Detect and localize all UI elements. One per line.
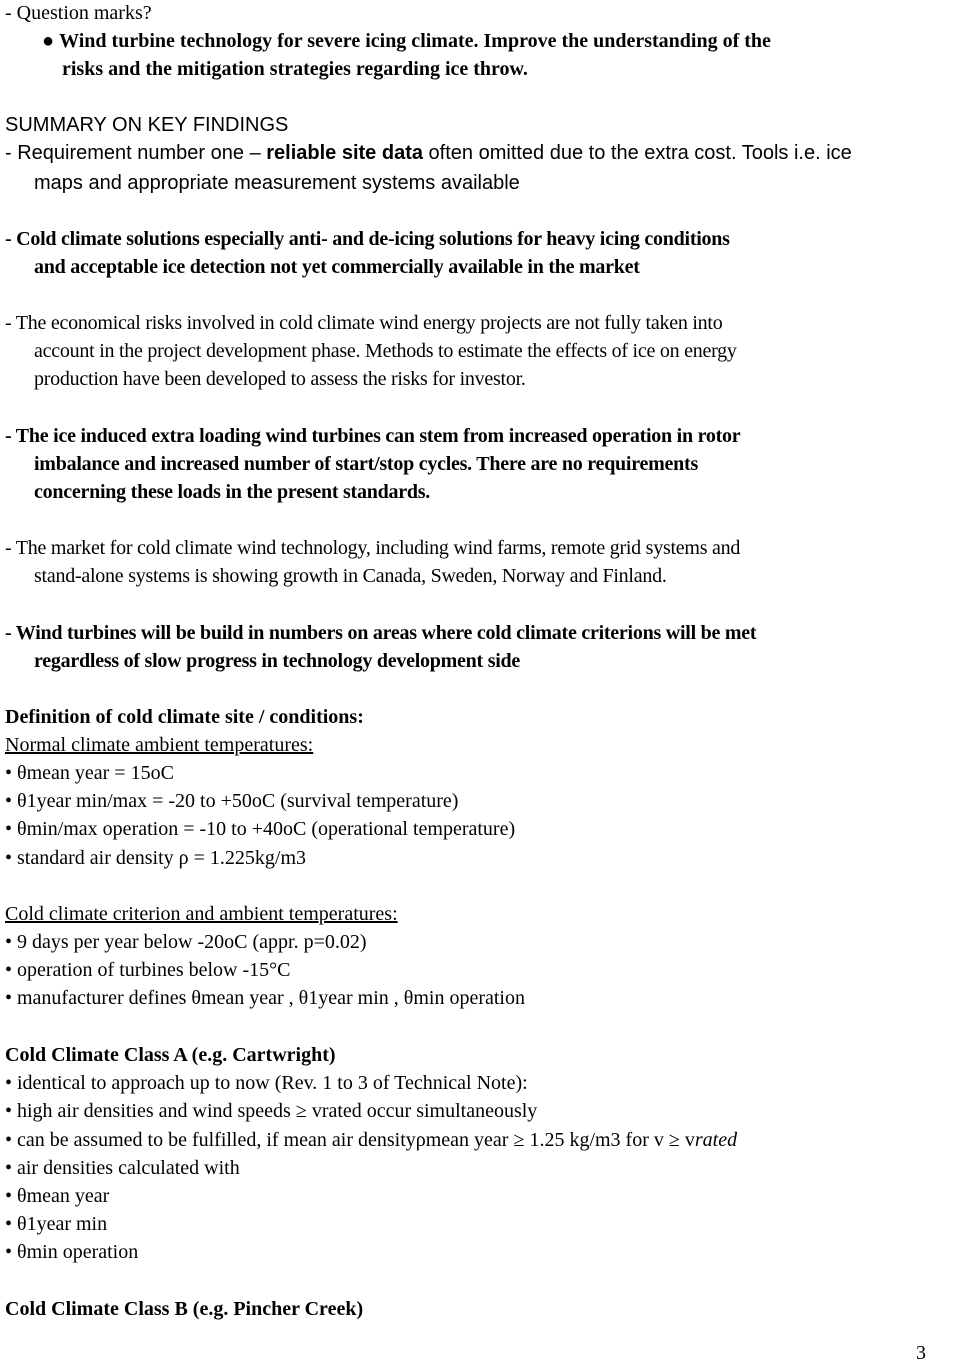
class-a-item-mean-year: • θmean year: [5, 1185, 110, 1207]
normal-item-air-density: • standard air density ρ = 1.225kg/m3: [5, 847, 306, 869]
question-marks-line: - Question marks?: [5, 2, 152, 24]
normal-item-mean-year: • θmean year = 15oC: [5, 762, 174, 784]
finding-3-line-3: production have been developed to assess the risks for investor.: [34, 368, 526, 390]
normal-climate-heading: Normal climate ambient temperatures:: [5, 734, 314, 756]
icing-climate-bullet-line-2: risks and the mitigation strategies regarding ice throw.: [62, 58, 528, 80]
finding-2-line-1: - Cold climate solutions especially anti- and de-icing solutions for heavy icing conditions: [5, 228, 730, 250]
normal-item-operation-minmax: • θmin/max operation = -10 to +40oC (operational temperature): [5, 818, 516, 840]
class-a-item-1year-min: • θ1year min: [5, 1213, 108, 1235]
class-a-item-fulfilled: [5, 1127, 737, 1153]
class-a-item-fulfilled-italic: rated: [694, 1129, 738, 1151]
cold-climate-heading: Cold climate criterion and ambient temperatures:: [5, 903, 398, 925]
finding-4-line-3: concerning these loads in the present standards.: [34, 481, 430, 503]
finding-6-line-2: regardless of slow progress in technology development side: [34, 650, 521, 672]
finding-4-line-1: - The ice induced extra loading wind turbines can stem from increased operation in rotor: [5, 425, 741, 447]
cold-item-operation: • operation of turbines below -15°C: [5, 959, 291, 981]
class-a-item-air-densities: • air densities calculated with: [5, 1157, 240, 1179]
cold-item-days: • 9 days per year below -20oC (appr. p=0.02): [5, 931, 367, 953]
class-a-item-identical: • identical to approach up to now (Rev. 1 to 3 of Technical Note):: [5, 1072, 528, 1094]
class-b-heading: Cold Climate Class B (e.g. Pincher Creek): [5, 1298, 364, 1320]
class-a-item-high-densities: • high air densities and wind speeds ≥ vrated occur simultaneously: [5, 1100, 538, 1122]
finding-1-line-1: [5, 140, 852, 166]
summary-heading: SUMMARY ON KEY FINDINGS: [5, 114, 289, 136]
finding-5-line-1: - The market for cold climate wind technology, including wind farms, remote grid systems and: [5, 537, 741, 559]
finding-1-rest: often omitted due to the extra cost. Tools i.e. ice: [423, 142, 852, 164]
finding-1-prefix: - Requirement number one –: [5, 142, 267, 164]
class-a-heading: Cold Climate Class A (e.g. Cartwright): [5, 1044, 336, 1066]
class-a-item-min-operation: • θmin operation: [5, 1241, 139, 1263]
finding-2-line-2: and acceptable ice detection not yet commercially available in the market: [34, 256, 640, 278]
finding-3-line-1: - The economical risks involved in cold climate wind energy projects are not fully taken into: [5, 312, 723, 334]
finding-1-bold: reliable site data: [266, 142, 423, 164]
definition-heading: Definition of cold climate site / conditions:: [5, 706, 364, 728]
class-a-item-fulfilled-text: • can be assumed to be fulfilled, if mean air densityρmean year ≥ 1.25 kg/m3 for v ≥ v: [5, 1129, 695, 1151]
finding-3-line-2: account in the project development phase. Methods to estimate the effects of ice on energy: [34, 340, 737, 362]
finding-6-line-1: - Wind turbines will be build in numbers on areas where cold climate criterions will be met: [5, 622, 757, 644]
icing-climate-bullet-line-1: [42, 28, 771, 54]
cold-item-manufacturer: • manufacturer defines θmean year , θ1year min , θmin operation: [5, 987, 525, 1009]
finding-5-line-2: stand-alone systems is showing growth in Canada, Sweden, Norway and Finland.: [34, 565, 667, 587]
bullet-text: Wind turbine technology for severe icing climate. Improve the understanding of the: [59, 30, 771, 52]
finding-4-line-2: imbalance and increased number of start/stop cycles. There are no requirements: [34, 453, 698, 475]
normal-item-1year-minmax: • θ1year min/max = -20 to +50oC (survival temperature): [5, 790, 459, 812]
finding-1-line-2: maps and appropriate measurement systems available: [34, 172, 520, 194]
page-number: 3: [916, 1342, 926, 1364]
bullet-icon: ●: [42, 30, 55, 52]
